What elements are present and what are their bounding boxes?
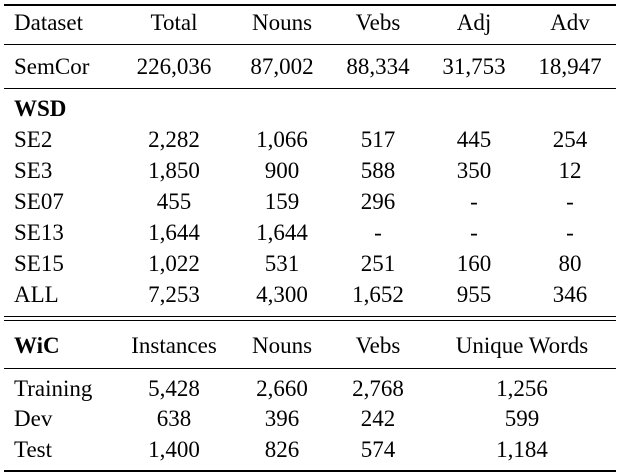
table-row: [0, 249, 620, 279]
cell-vebs: 517: [360, 127, 396, 152]
cell-dataset: SE3: [14, 158, 53, 183]
cell-nouns: 826: [264, 437, 300, 462]
cell-nouns: 87,002: [250, 54, 314, 79]
cell-vebs: 1,652: [352, 282, 404, 307]
cell-vebs: 2,768: [352, 376, 404, 401]
double-rule-bottom: [4, 320, 616, 321]
cell-dataset: SemCor: [14, 54, 90, 79]
cell-split: Training: [14, 376, 93, 401]
cell-nouns: 1,644: [256, 220, 308, 245]
cell-total: 455: [156, 189, 192, 214]
cell-instances: 1,400: [148, 437, 200, 462]
cell-adj: 31,753: [442, 54, 506, 79]
wic-header-row: [0, 331, 620, 361]
cell-nouns: 159: [264, 189, 300, 214]
cell-nouns: 531: [264, 251, 300, 276]
header-dataset: Dataset: [14, 10, 83, 35]
table-row: [0, 52, 620, 82]
cell-unique-words: 1,184: [496, 437, 548, 462]
cell-nouns: 396: [264, 406, 300, 431]
cell-instances: 638: [156, 406, 192, 431]
cell-vebs: 251: [360, 251, 396, 276]
header-instances: Instances: [131, 333, 217, 358]
cell-adj: 955: [456, 282, 492, 307]
cell-nouns: 900: [264, 158, 300, 183]
cell-adv: 80: [558, 251, 582, 276]
cell-adj: -: [470, 220, 478, 245]
header-adj: Adj: [456, 10, 492, 35]
cell-adv: 254: [552, 127, 588, 152]
table-row: [0, 187, 620, 217]
cell-dataset: SE13: [14, 220, 64, 245]
header-vebs: Vebs: [355, 333, 401, 358]
double-rule-top: [4, 316, 616, 317]
cell-total: 1,850: [148, 158, 200, 183]
table-row: [0, 404, 620, 434]
cell-unique-words: 599: [504, 406, 540, 431]
cell-vebs: 88,334: [346, 54, 410, 79]
cell-adv: 12: [558, 158, 582, 183]
cell-split: Test: [14, 437, 52, 462]
cell-total: 7,253: [148, 282, 200, 307]
table-row: [0, 156, 620, 186]
wic-header-rule: [4, 368, 616, 369]
cell-total: 2,282: [148, 127, 200, 152]
table-row: [0, 374, 620, 404]
cell-vebs: 242: [360, 406, 396, 431]
header-unique-words: Unique Words: [455, 333, 589, 358]
cell-adv: -: [566, 220, 574, 245]
bottom-rule: [4, 470, 616, 472]
cell-total: 1,644: [148, 220, 200, 245]
cell-dataset: ALL: [14, 282, 59, 307]
cell-adj: 160: [456, 251, 492, 276]
top-rule: [4, 4, 616, 6]
cell-dataset: SE2: [14, 127, 53, 152]
cell-dataset: SE07: [14, 189, 64, 214]
cell-adv: 346: [552, 282, 588, 307]
cell-nouns: 1,066: [256, 127, 308, 152]
cell-vebs: -: [374, 220, 382, 245]
header-vebs: Vebs: [355, 10, 401, 35]
cell-adv: -: [566, 189, 574, 214]
header-rule: [4, 44, 616, 45]
cell-vebs: 588: [360, 158, 396, 183]
cell-nouns: 2,660: [256, 376, 308, 401]
table-row: [0, 435, 620, 465]
table-row: [0, 218, 620, 248]
cell-split: Dev: [14, 406, 53, 431]
cell-total: 226,036: [136, 54, 212, 79]
cell-adj: 350: [456, 158, 492, 183]
cell-total: 1,022: [148, 251, 200, 276]
header-nouns: Nouns: [251, 10, 313, 35]
cell-vebs: 296: [360, 189, 396, 214]
cell-instances: 5,428: [148, 376, 200, 401]
table-row: [0, 125, 620, 155]
semcor-rule: [4, 88, 616, 89]
header-nouns: Nouns: [251, 333, 313, 358]
wic-section-label: WiC: [14, 333, 60, 358]
cell-dataset: SE15: [14, 251, 64, 276]
cell-adj: -: [470, 189, 478, 214]
table-row: [0, 280, 620, 310]
cell-nouns: 4,300: [256, 282, 308, 307]
cell-vebs: 574: [360, 437, 396, 462]
wsd-header-row: [0, 8, 620, 38]
wsd-section-label: WSD: [14, 96, 67, 121]
header-adv: Adv: [550, 10, 590, 35]
cell-adj: 445: [456, 127, 492, 152]
cell-unique-words: 1,256: [496, 376, 548, 401]
cell-adv: 18,947: [538, 54, 602, 79]
wsd-section-row: [0, 94, 620, 124]
header-total: Total: [150, 10, 198, 35]
